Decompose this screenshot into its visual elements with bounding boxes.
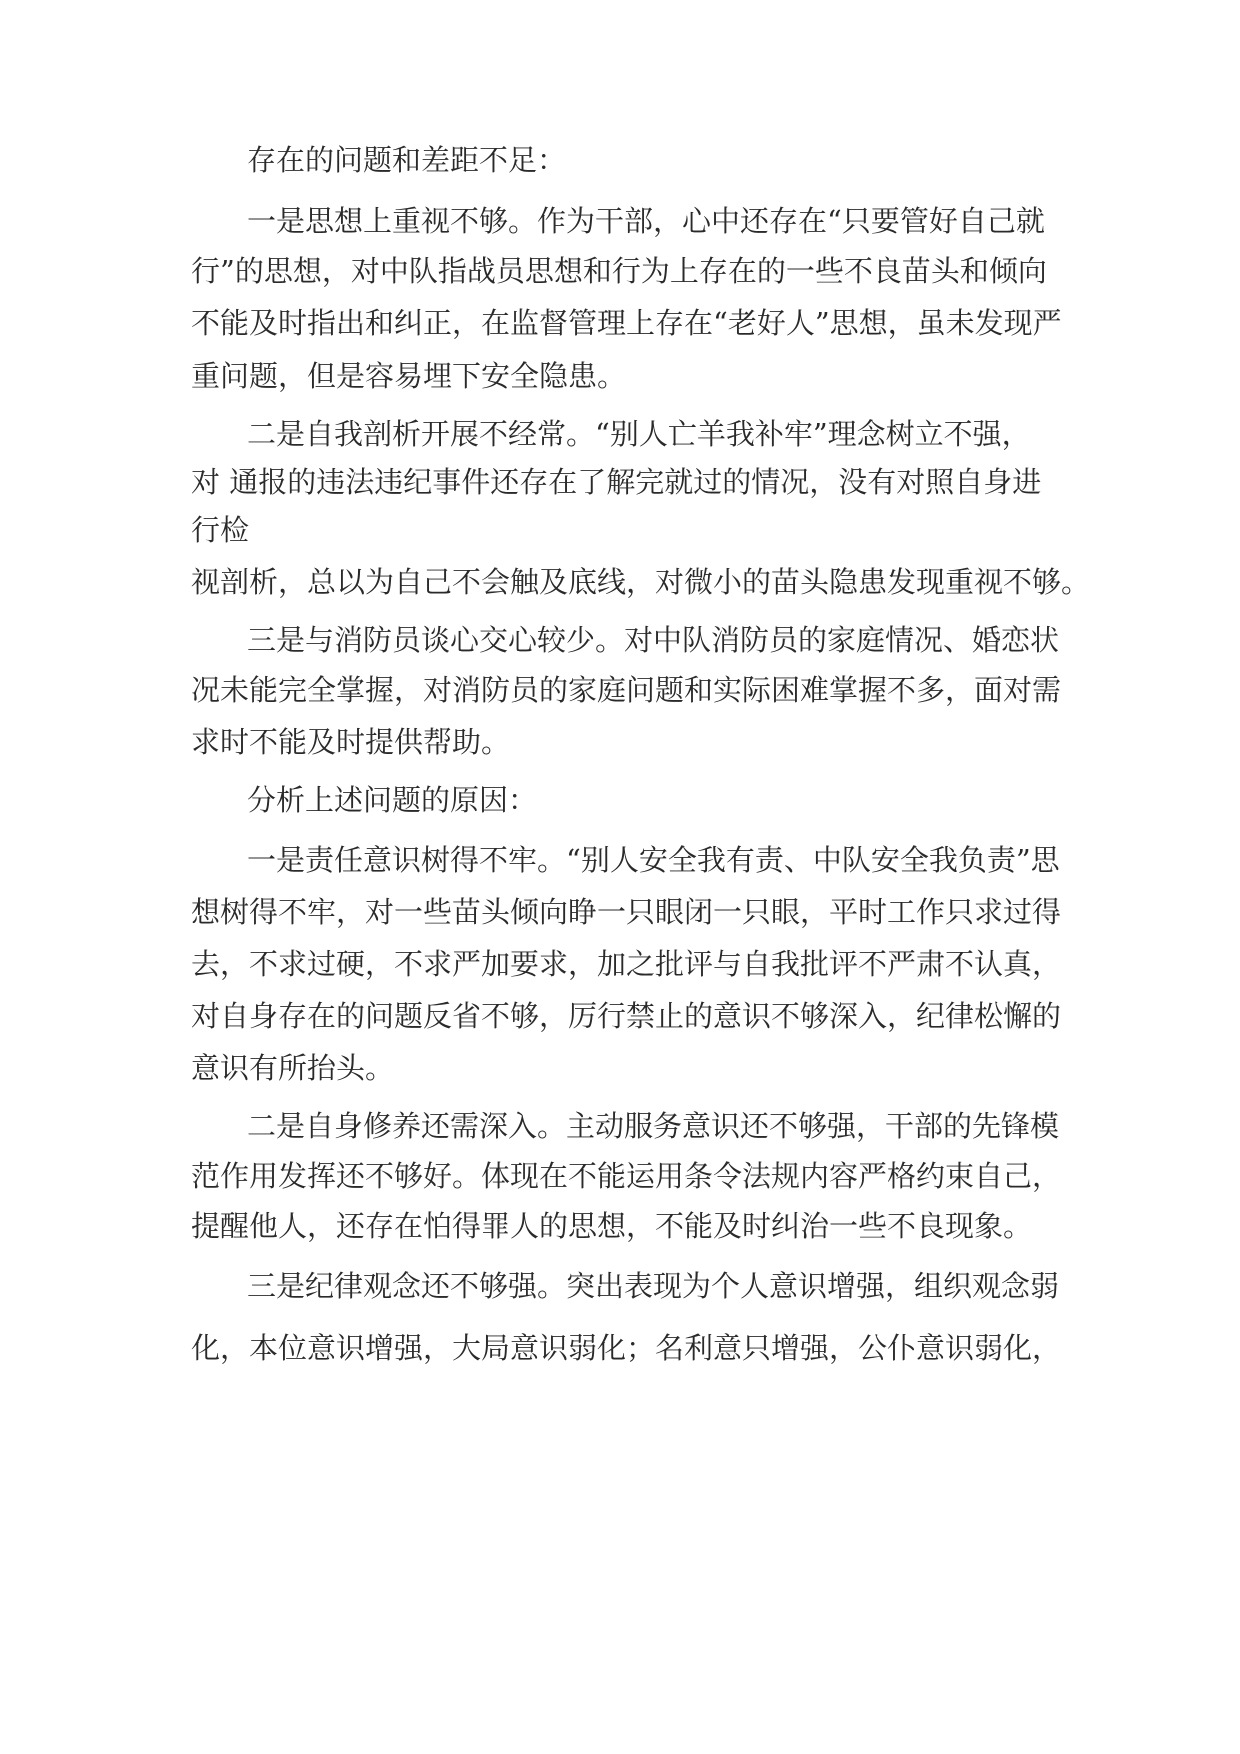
- paragraph-line: 对自身存在的问题反省不够，厉行禁止的意识不够深入，纪律松懈的: [191, 999, 1062, 1033]
- paragraph-line: 不能及时指出和纠正，在监督管理上存在“老好人”思想，虽未发现严: [191, 306, 1062, 340]
- paragraph-line: 对 通报的违法违纪事件还存在了解完就过的情况，没有对照自身进: [191, 465, 1042, 499]
- paragraph-line: 化，本位意识增强，大局意识弱化；名利意只增强，公仆意识弱化，: [191, 1331, 1062, 1365]
- paragraph-line: 二是自身修养还需深入。主动服务意识还不够强，干部的先锋模: [247, 1109, 1060, 1143]
- paragraph-line: 意识有所抬头。: [191, 1051, 395, 1085]
- paragraph-line: 视剖析，总以为自己不会触及底线，对微小的苗头隐患发现重视不够。: [191, 565, 1091, 599]
- paragraph-line: 一是责任意识树得不牢。“别人安全我有责、中队安全我负责”思: [247, 843, 1060, 877]
- paragraph-line: 想树得不牢，对一些苗头倾向睁一只眼闭一只眼，平时工作只求过得: [191, 895, 1062, 929]
- paragraph-line: 三是与消防员谈心交心较少。对中队消防员的家庭情况、婚恋状: [247, 623, 1060, 657]
- paragraph-line: 重问题，但是容易埋下安全隐患。: [191, 359, 627, 393]
- paragraph-line: 去，不求过硬，不求严加要求，加之批评与自我批评不严肃不认真，: [191, 947, 1062, 981]
- paragraph-line: 求时不能及时提供帮助。: [191, 725, 511, 759]
- paragraph-line: 况未能完全掌握，对消防员的家庭问题和实际困难掌握不多，面对需: [191, 673, 1062, 707]
- paragraph-line: 行检: [191, 513, 250, 547]
- paragraph-line: 范作用发挥还不够好。体现在不能运用条令法规内容严格约束自己，: [191, 1159, 1062, 1193]
- paragraph-line: 行”的思想，对中队指战员思想和行为上存在的一些不良苗头和倾向: [191, 254, 1047, 288]
- paragraph-line: 提醒他人，还存在怕得罪人的思想，不能及时纠治一些不良现象。: [191, 1209, 1033, 1243]
- section-heading-problems: 存在的问题和差距不足：: [247, 143, 567, 177]
- paragraph-line: 二是自我剖析开展不经常。“别人亡羊我补牢”理念树立不强，: [247, 417, 1031, 451]
- section-heading-causes: 分析上述问题的原因：: [247, 783, 538, 817]
- paragraph-line: 一是思想上重视不够。作为干部，心中还存在“只要管好自己就: [247, 204, 1045, 238]
- paragraph-line: 三是纪律观念还不够强。突出表现为个人意识增强，组织观念弱: [247, 1269, 1060, 1303]
